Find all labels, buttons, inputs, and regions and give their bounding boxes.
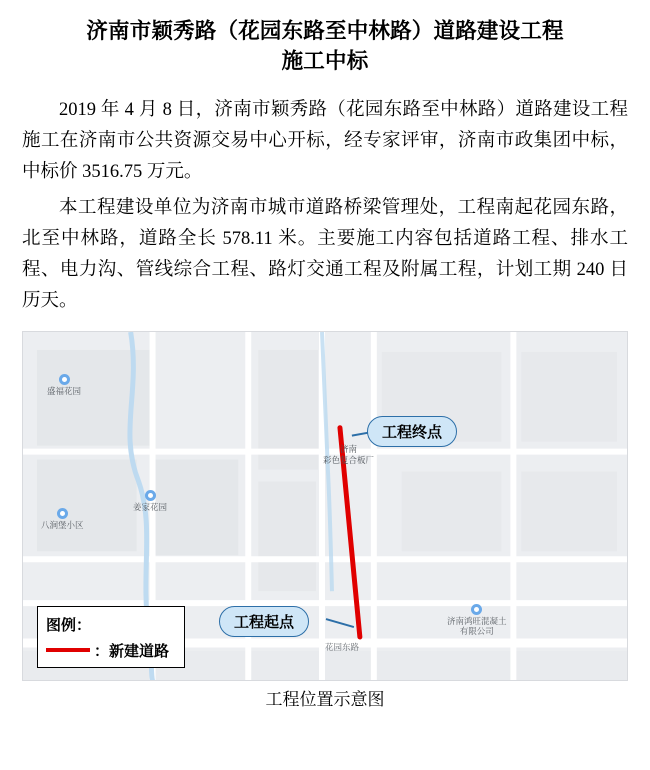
map-pin-icon: [57, 508, 68, 519]
map-factory-label-line1: 济南: [340, 444, 358, 454]
map-poi: [447, 604, 507, 636]
legend-title: 图例：: [46, 617, 92, 634]
map-pin-icon: [471, 604, 482, 615]
callout-start-point: 工程起点: [219, 606, 309, 637]
map-factory-label: [323, 444, 374, 466]
map-factory-label-line2: 彩色复合板厂: [323, 455, 375, 465]
legend-item-label: ：新建道路: [94, 643, 170, 660]
paragraph-2: 本工程建设单位为济南市城市道路桥梁管理处，工程南起花园东路，北至中林路，道路全长 578.11 米。主要施工内容包括道路工程、排水工程、电力沟、管线综合工程、路灯交通工程及附属工程，计划工期 240 日历天。: [22, 198, 628, 311]
map-poi: [133, 490, 167, 512]
page-title: [22, 16, 628, 76]
map-pin-icon: [145, 490, 156, 501]
map-road-label: [325, 642, 359, 652]
map-poi-sublabel: 有限公司: [459, 626, 494, 636]
page-title-line1: 济南市颖秀路（花园东路至中林路）道路建设工程: [86, 19, 564, 43]
map-poi-label: 济南鸿旺混凝土: [447, 616, 507, 626]
map-poi-label: 八涧堡小区: [41, 520, 84, 530]
legend-title-row: [46, 611, 176, 637]
map-poi-label: 盛福花园: [47, 386, 82, 396]
map-figure: [22, 331, 628, 681]
map-road-label-text: 花园东路: [325, 642, 360, 652]
map-pin-icon: [59, 374, 70, 385]
paragraph-1: 2019 年 4 月 8 日，济南市颖秀路（花园东路至中林路）道路建设工程施工在济南市公共资源交易中心开标，经专家评审，济南市政集团中标，中标价 3516.75 万元。: [22, 100, 628, 182]
map-legend: [37, 606, 185, 668]
legend-item-row: [46, 637, 176, 663]
map-poi: [41, 508, 84, 530]
callout-end-point: 工程终点: [367, 416, 457, 447]
map-poi: [47, 374, 81, 396]
figure-caption: 工程位置示意图: [265, 690, 385, 709]
page-title-line2: 施工中标: [281, 49, 369, 73]
legend-swatch-new-road: [46, 648, 90, 652]
map-poi-label: 姜家花园: [133, 502, 168, 512]
